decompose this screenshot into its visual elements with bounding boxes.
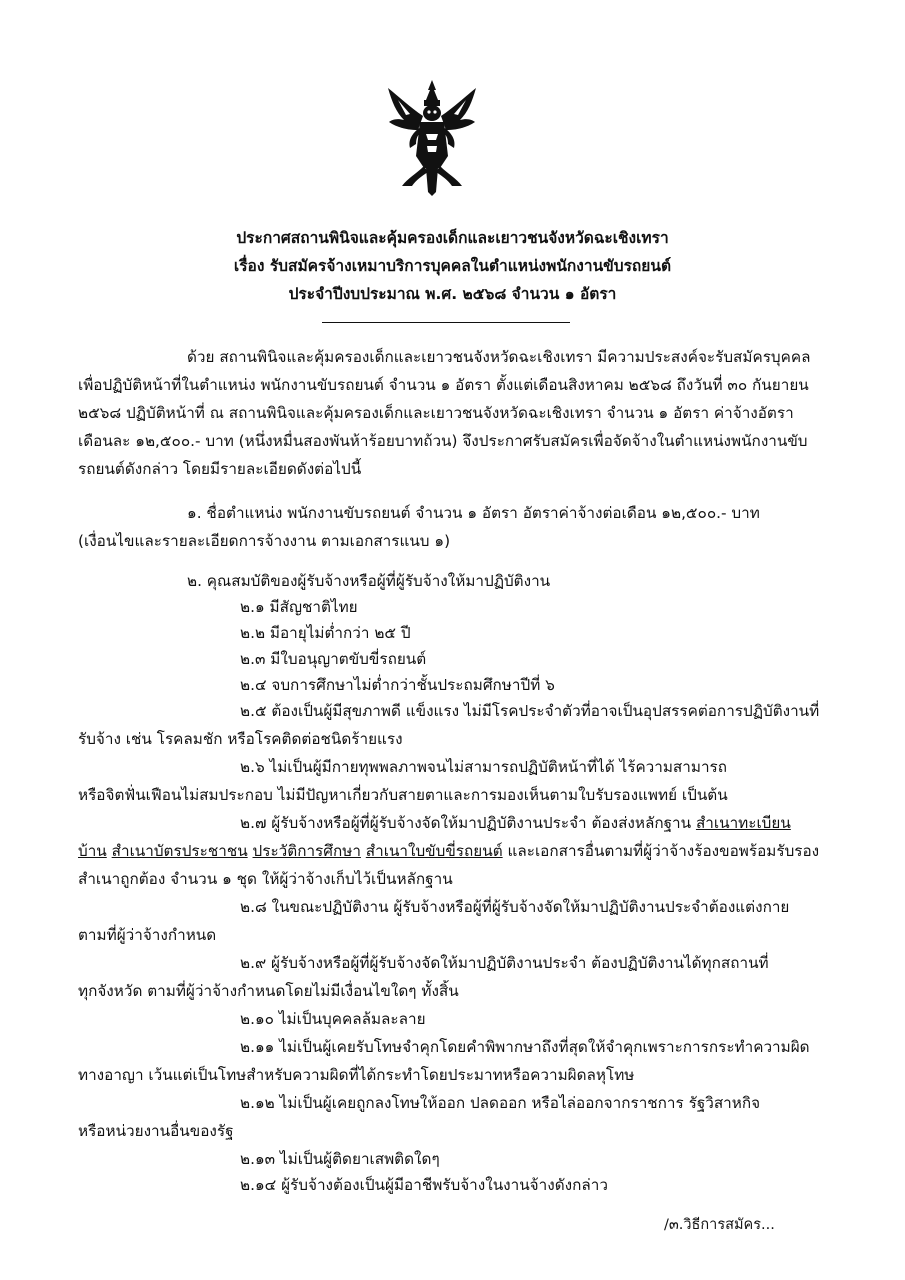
id-card-copy: สำเนาบัตรประชาชน: [111, 842, 248, 860]
intro-line: ด้วย สถานพินิจและคุ้มครองเด็กและเยาวชนจังหวัดฉะเชิงเทรา มีความประสงค์จะรับสมัครบุคคล: [187, 348, 811, 366]
qualification-item: ๒.๑๐ ไม่เป็นบุคคลล้มละลาย: [240, 1010, 426, 1028]
item-text: ๒.๗ ผู้รับจ้างหรือผู้ที่ผู้รับจ้างจัดให้มาปฏิบัติงานประจำ ต้องส่งหลักฐาน: [240, 814, 696, 832]
item-text: และเอกสารอื่นตามที่ผู้ว่าจ้างร้องขอพร้อมรับรอง: [502, 842, 820, 860]
intro-line: รถยนต์ดังกล่าว โดยมีรายละเอียดดังต่อไปนี้: [78, 460, 362, 478]
title-divider: [322, 322, 570, 323]
next-page-continuation: /๓.วิธีการสมัคร...: [664, 1217, 775, 1233]
announcement-subject: เรื่อง รับสมัครจ้างเหมาบริการบุคคลในตำแหน่งพนักงานขับรถยนต์: [233, 257, 672, 275]
house-registration-copy: บ้าน: [78, 842, 107, 860]
qualification-item: ๒.๑๑ ไม่เป็นผู้เคยรับโทษจำคุกโดยคำพิพากษาถึงที่สุดให้จำคุกเพราะการกระทำความผิด: [240, 1038, 810, 1056]
qualification-item: ๒.๓ มีใบอนุญาตขับขี่รถยนต์: [240, 650, 427, 668]
qualification-item: ๒.๑๓ ไม่เป็นผู้ติดยาเสพติดใดๆ: [240, 1150, 440, 1168]
qualification-item: ๒.๖ ไม่เป็นผู้มีกายทุพพลภาพจนไม่สามารถปฏิบัติหน้าที่ได้ ไร้ความสามารถ: [240, 758, 728, 776]
section-1-position: ๑. ชื่อตำแหน่ง พนักงานขับรถยนต์ จำนวน ๑ อัตรา อัตราค่าจ้างต่อเดือน ๑๒,๕๐๐.- บาท: [187, 504, 760, 522]
qualification-item-cont: [78, 841, 819, 861]
intro-line: ๒๕๖๘ ปฏิบัติหน้าที่ ณ สถานพินิจและคุ้มครองเด็กและเยาวชนจังหวัดฉะเชิงเทรา จำนวน ๑ อัตรา ค่าจ้างอัตรา: [78, 404, 794, 422]
qualification-item: ๒.๘ ในขณะปฏิบัติงาน ผู้รับจ้างหรือผู้ที่ผู้รับจ้างจัดให้มาปฏิบัติงานประจำต้องแต่งกาย: [240, 898, 790, 916]
section-1-note: (เงื่อนไขและรายละเอียดการจ้างงาน ตามเอกสารแนบ ๑): [78, 532, 451, 550]
intro-line: เพื่อปฏิบัติหน้าที่ในตำแหน่ง พนักงานขับรถยนต์ จำนวน ๑ อัตรา ตั้งแต่เดือนสิงหาคม ๒๕๖๘ ถึงวันที่ ๓๐ กันยายน: [78, 376, 809, 394]
qualification-item: ๒.๑๔ ผู้รับจ้างต้องเป็นผู้มีอาชีพรับจ้างในงานจ้างดังกล่าว: [240, 1176, 608, 1194]
announcement-title: ประกาศสถานพินิจและคุ้มครองเด็กและเยาวชนจังหวัดฉะเชิงเทรา: [236, 229, 669, 247]
intro-line: เดือนละ ๑๒,๕๐๐.- บาท (หนึ่งหมื่นสองพันห้าร้อยบาทถ้วน) จึงประกาศรับสมัครเพื่อจัดจ้างในตำแหน่งพนักงานขับ: [78, 432, 808, 450]
qualification-item: ๒.๕ ต้องเป็นผู้มีสุขภาพดี แข็งแรง ไม่มีโรคประจำตัวที่อาจเป็นอุปสรรคต่อการปฏิบัติงานที่: [240, 702, 820, 720]
qualification-item-cont: หรือหน่วยงานอื่นของรัฐ: [78, 1122, 234, 1140]
qualification-item: ๒.๑๒ ไม่เป็นผู้เคยถูกลงโทษให้ออก ปลดออก หรือไล่ออกจากราชการ รัฐวิสาหกิจ: [240, 1094, 761, 1112]
section-2-heading: ๒. คุณสมบัติของผู้รับจ้างหรือผู้ที่ผู้รับจ้างให้มาปฏิบัติงาน: [187, 572, 551, 590]
qualification-item-cont: รับจ้าง เช่น โรคลมชัก หรือโรคติดต่อชนิดร้ายแรง: [78, 730, 403, 748]
house-registration-copy: สำเนาทะเบียน: [695, 814, 791, 832]
announcement-fiscal-year: ประจำปีงบประมาณ พ.ศ. ๒๕๖๘ จำนวน ๑ อัตรา: [288, 285, 617, 303]
qualification-item: ๒.๑ มีสัญชาติไทย: [240, 598, 358, 616]
qualification-item: [240, 813, 791, 833]
qualification-item: ๒.๙ ผู้รับจ้างหรือผู้ที่ผู้รับจ้างจัดให้มาปฏิบัติงานประจำ ต้องปฏิบัติงานได้ทุกสถานที่: [240, 954, 769, 972]
garuda-emblem-icon: [386, 78, 478, 196]
education-record: ประวัติการศึกษา: [252, 842, 361, 860]
qualification-item-cont: หรือจิตฟั่นเฟือนไม่สมประกอบ ไม่มีปัญหาเกี่ยวกับสายตาและการมองเห็นตามใบรับรองแพทย์ เป็นต้น: [78, 786, 728, 804]
qualification-item-cont: สำเนาถูกต้อง จำนวน ๑ ชุด ให้ผู้ว่าจ้างเก็บไว้เป็นหลักฐาน: [78, 870, 453, 888]
qualification-item: ๒.๔ จบการศึกษาไม่ต่ำกว่าชั้นประถมศึกษาปีที่ ๖: [240, 676, 555, 694]
qualification-item-cont: ตามที่ผู้ว่าจ้างกำหนด: [78, 926, 217, 944]
qualification-item-cont: ทุกจังหวัด ตามที่ผู้ว่าจ้างกำหนดโดยไม่มีเงื่อนไขใดๆ ทั้งสิ้น: [78, 982, 459, 1000]
qualification-item: ๒.๒ มีอายุไม่ต่ำกว่า ๒๕ ปี: [240, 624, 411, 642]
qualification-item-cont: ทางอาญา เว้นแต่เป็นโทษสำหรับความผิดที่ได้กระทำโดยประมาทหรือความผิดลหุโทษ: [78, 1066, 635, 1084]
driving-license-copy: สำเนาใบขับขี่รถยนต์: [365, 842, 503, 860]
